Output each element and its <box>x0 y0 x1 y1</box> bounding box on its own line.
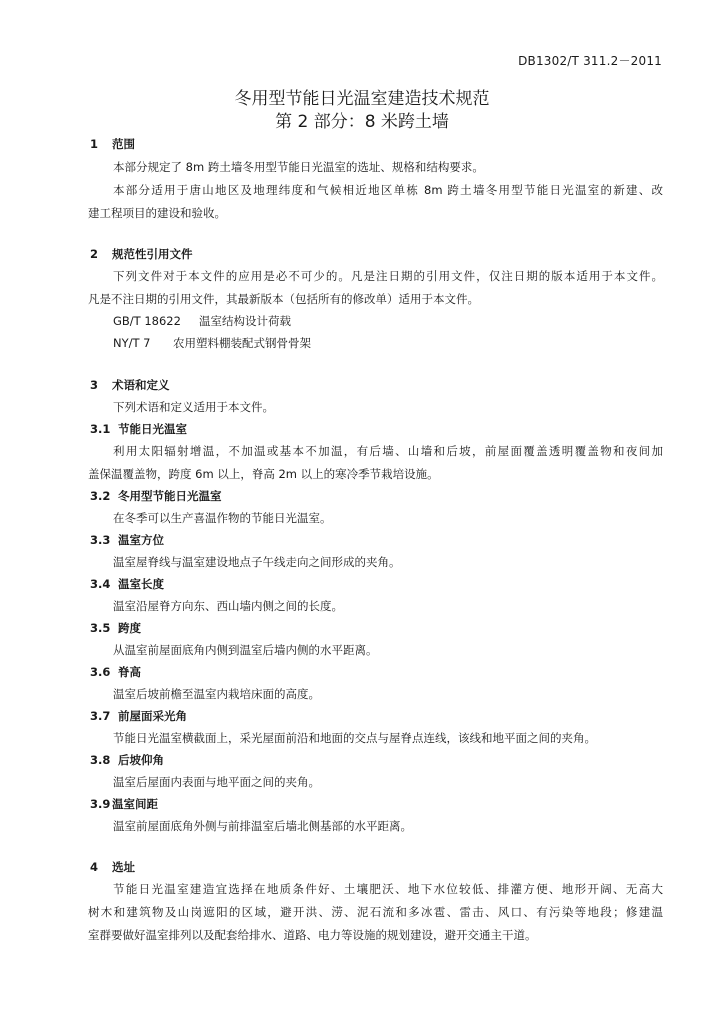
term-heading <box>90 664 141 680</box>
reference-item <box>113 335 311 351</box>
term-heading <box>90 796 158 812</box>
term-number: 3.1 <box>90 422 111 436</box>
section-1-heading <box>90 136 135 152</box>
term-number: 3.6 <box>90 665 111 679</box>
term-name: 温室长度 <box>118 577 164 591</box>
term-name: 冬用型节能日光温室 <box>118 489 222 503</box>
term-name: 跨度 <box>118 621 141 635</box>
term-number: 3.9 <box>90 797 111 811</box>
paragraph: 树木和建筑物及山岗遮阳的区域，避开洪、涝、泥石流和多冰雹、雷击、风口、有污染等地段；修建温 <box>88 905 663 919</box>
paragraph: 建工程项目的建设和验收。 <box>88 206 226 220</box>
standard-code: DB1302/T 311.2－2011 <box>518 54 662 68</box>
term-definition: 利用太阳辐射增温，不加温或基本不加温，有后墙、山墙和后坡，前屋面覆盖透明覆盖物和夜间加 <box>113 444 663 458</box>
term-number: 3.4 <box>90 577 111 591</box>
paragraph: 凡是不注日期的引用文件，其最新版本（包括所有的修改单）适用于本文件。 <box>88 292 479 306</box>
reference-code: GB/T 18622 <box>113 314 181 328</box>
paragraph: 室群要做好温室排列以及配套给排水、道路、电力等设施的规划建设，避开交通主干道。 <box>88 928 537 942</box>
section-title: 选址 <box>112 860 135 874</box>
term-name: 节能日光温室 <box>118 422 187 436</box>
section-number: 3 <box>90 378 99 392</box>
paragraph: 本部分规定了 8m 跨土墙冬用型节能日光温室的选址、规格和结构要求。 <box>113 160 484 174</box>
term-name: 温室方位 <box>118 533 164 547</box>
term-heading <box>90 620 141 636</box>
term-definition: 盖保温覆盖物，跨度 6m 以上，脊高 2m 以上的寒冷季节栽培设施。 <box>88 467 439 481</box>
term-number: 3.8 <box>90 753 111 767</box>
term-definition: 温室后坡前檐至温室内栽培床面的高度。 <box>113 687 320 701</box>
term-name: 温室间距 <box>112 797 158 811</box>
section-4-heading <box>90 859 135 875</box>
term-number: 3.3 <box>90 533 111 547</box>
term-heading <box>90 488 222 504</box>
section-number: 1 <box>90 137 99 151</box>
term-name: 前屋面采光角 <box>118 709 187 723</box>
section-2-heading <box>90 246 193 262</box>
section-number: 4 <box>90 860 99 874</box>
term-number: 3.5 <box>90 621 111 635</box>
term-heading <box>90 421 187 437</box>
reference-item <box>113 313 291 329</box>
paragraph: 下列术语和定义适用于本文件。 <box>113 400 274 414</box>
term-definition: 温室沿屋脊方向东、西山墙内侧之间的长度。 <box>113 599 343 613</box>
reference-code: NY/T 7 <box>113 336 151 350</box>
term-heading <box>90 532 164 548</box>
term-definition: 节能日光温室横截面上，采光屋面前沿和地面的交点与屋脊点连线，该线和地平面之间的夹角。 <box>113 731 596 745</box>
paragraph: 节能日光温室建造宜选择在地质条件好、土壤肥沃、地下水位较低、排灌方便、地形开阔、无高大 <box>113 882 663 896</box>
term-heading <box>90 576 164 592</box>
term-heading <box>90 752 164 768</box>
paragraph: 下列文件对于本文件的应用是必不可少的。凡是注日期的引用文件，仅注日期的版本适用于本文件。 <box>113 269 663 283</box>
section-title: 范围 <box>112 137 135 151</box>
term-definition: 从温室前屋面底角内侧到温室后墙内侧的水平距离。 <box>113 643 378 657</box>
term-definition: 温室屋脊线与温室建设地点子午线走向之间形成的夹角。 <box>113 555 401 569</box>
section-number: 2 <box>90 247 99 261</box>
term-name: 后坡仰角 <box>118 753 164 767</box>
term-definition: 温室后屋面内表面与地平面之间的夹角。 <box>113 775 320 789</box>
section-title: 术语和定义 <box>112 378 170 392</box>
paragraph: 本部分适用于唐山地区及地理纬度和气候相近地区单栋 8m 跨土墙冬用型节能日光温室的新建、改 <box>113 183 663 197</box>
document-title: 冬用型节能日光温室建造技术规范 <box>234 89 490 109</box>
section-3-heading <box>90 377 170 393</box>
term-heading <box>90 708 187 724</box>
term-number: 3.7 <box>90 709 111 723</box>
term-name: 脊高 <box>118 665 141 679</box>
section-title: 规范性引用文件 <box>112 247 193 261</box>
term-definition: 温室前屋面底角外侧与前排温室后墙北侧基部的水平距离。 <box>113 819 412 833</box>
reference-title: 农用塑料棚装配式钢骨骨架 <box>173 336 311 350</box>
term-definition: 在冬季可以生产喜温作物的节能日光温室。 <box>113 511 332 525</box>
reference-title: 温室结构设计荷载 <box>199 314 291 328</box>
term-number: 3.2 <box>90 489 111 503</box>
document-subtitle: 第 2 部分：8 米跨土墙 <box>275 112 449 132</box>
